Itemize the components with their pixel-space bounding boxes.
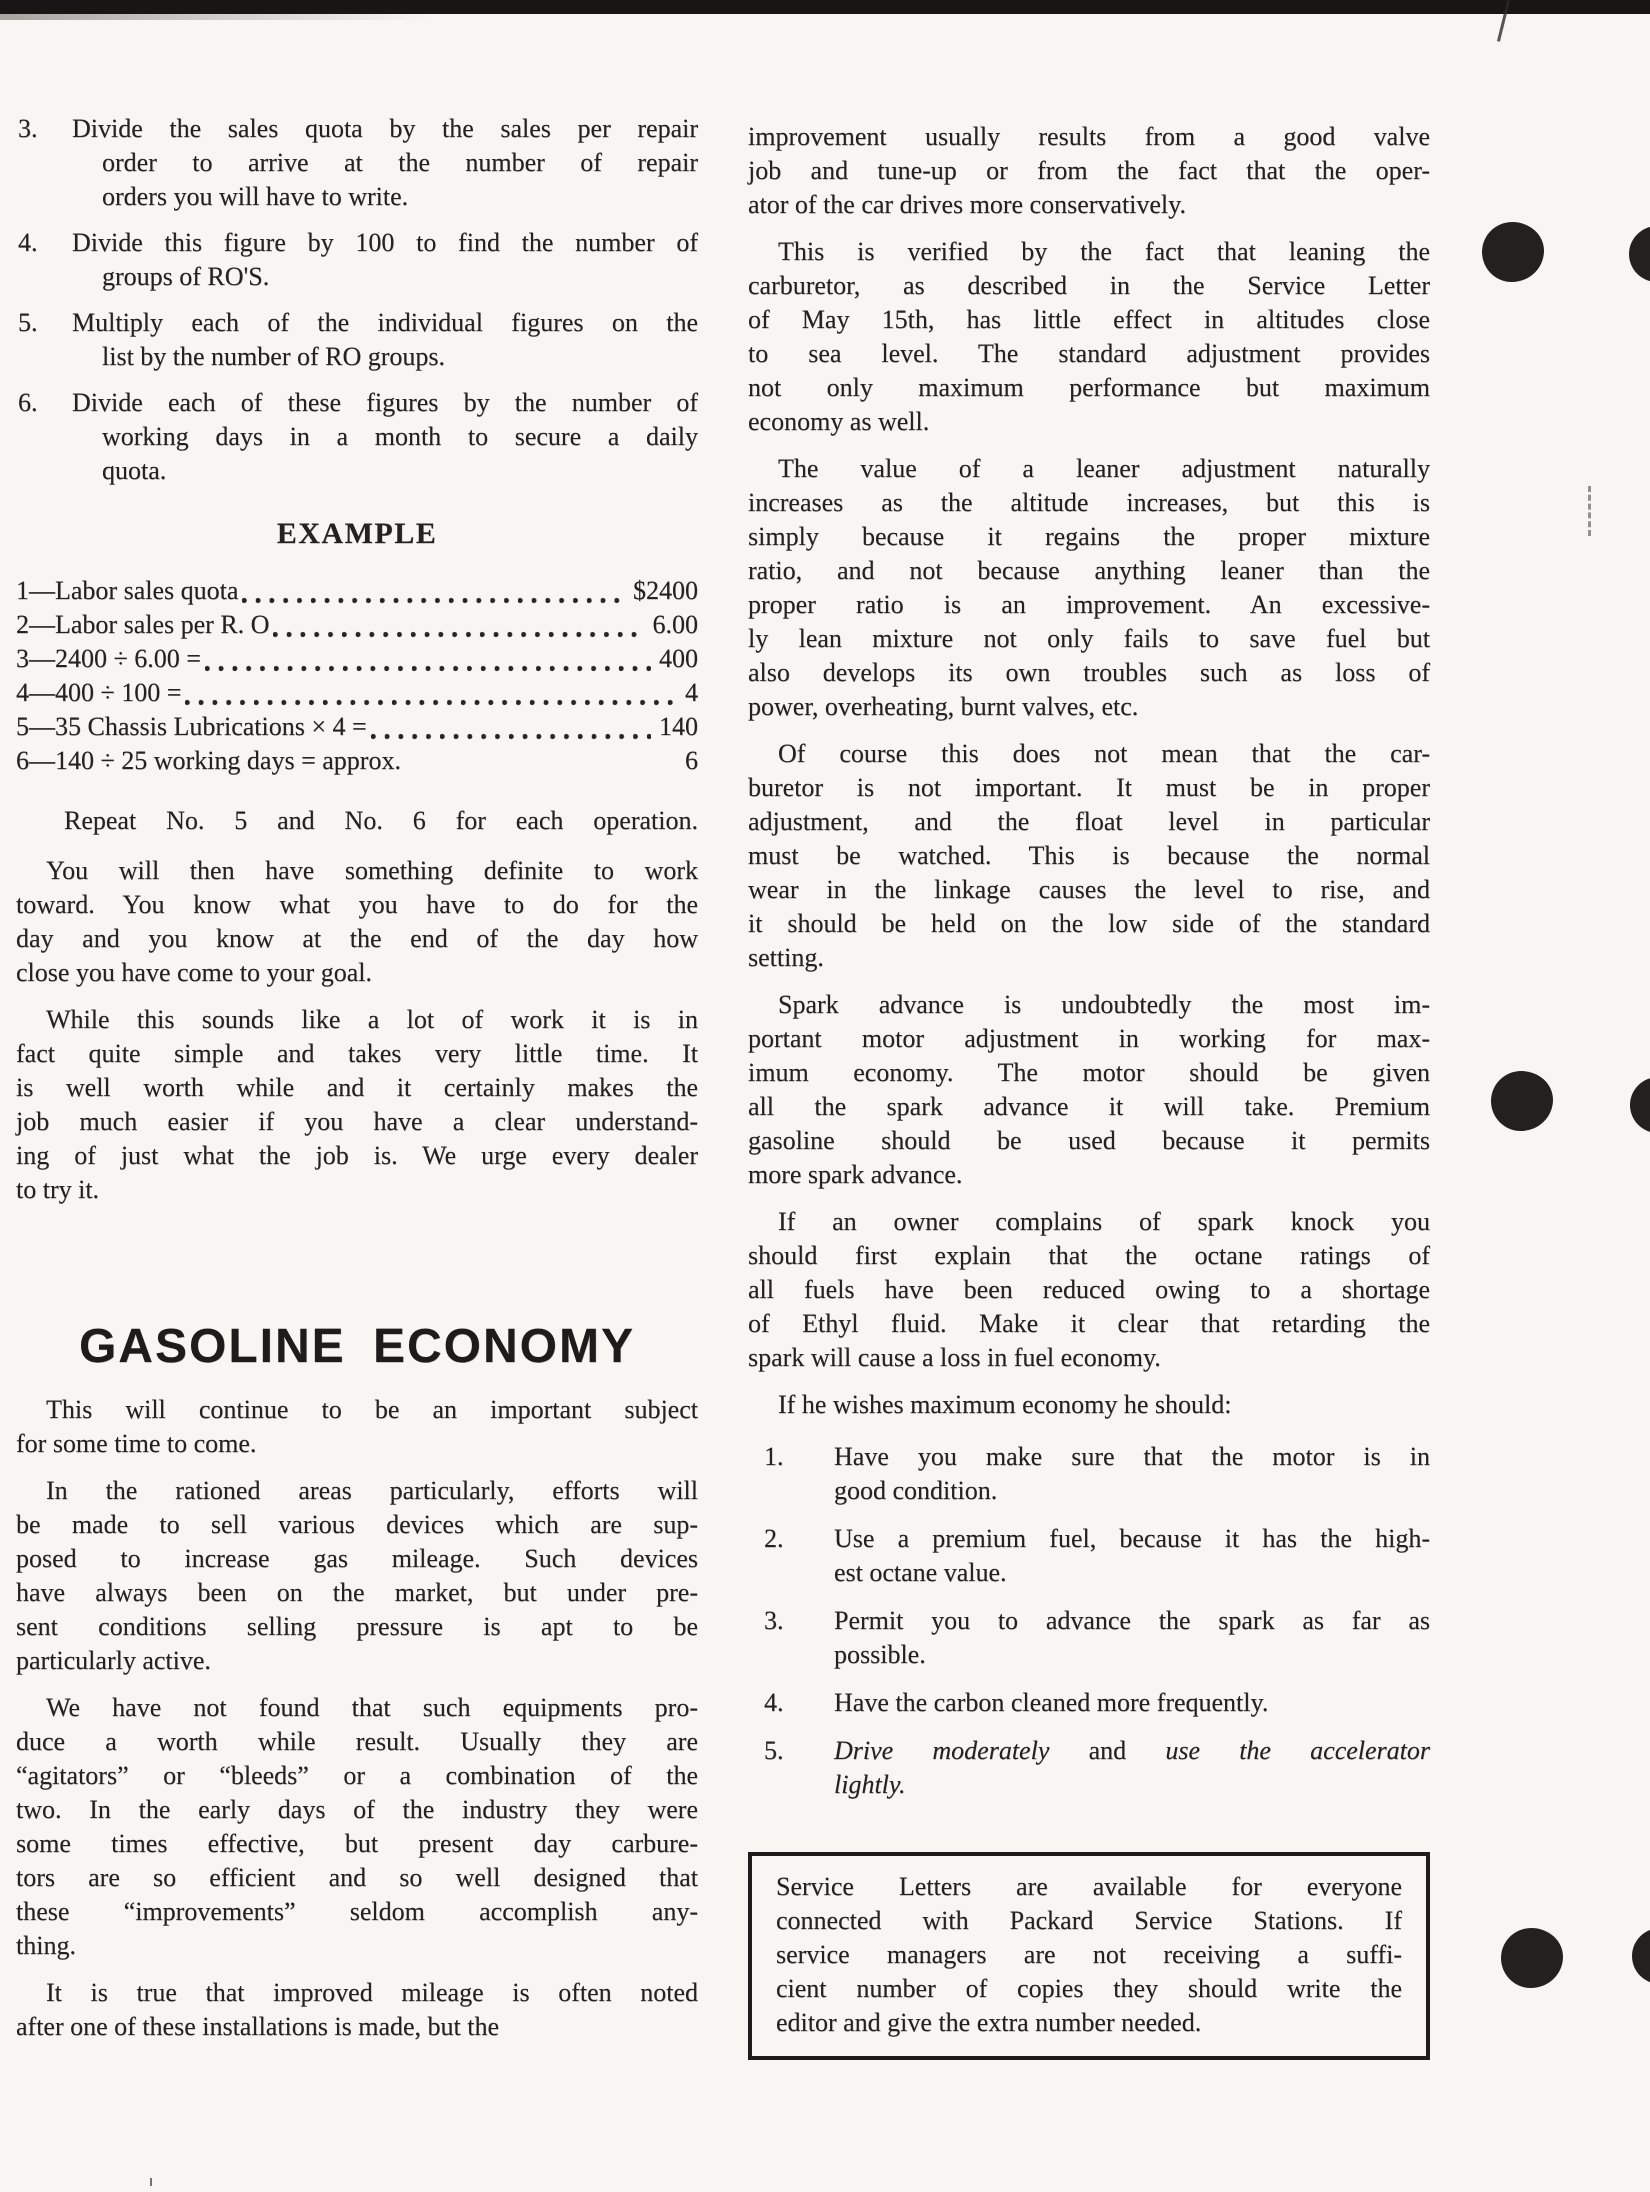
text-line: some times effective, but present day carbure-: [16, 1829, 698, 1858]
text-line: adjustment, and the float level in particular: [748, 807, 1430, 836]
example-value: 4: [685, 678, 698, 707]
item-number: 3.: [764, 1606, 784, 1635]
text-line: While this sounds like a lot of work it is in: [46, 1005, 698, 1034]
text-line: carburetor, as described in the Service Letter: [748, 271, 1430, 300]
item-number: 3.: [18, 114, 38, 143]
text-line: is well worth while and it certainly makes the: [16, 1073, 698, 1102]
text-line: to try it.: [16, 1175, 100, 1204]
text-line: Divide this figure by 100 to find the number of: [72, 228, 698, 257]
example-label: 2—Labor sales per R. O: [16, 610, 270, 639]
hole-punch-dot: [1491, 1071, 1553, 1131]
text-line: orders you will have to write.: [102, 182, 409, 211]
text-line: posed to increase gas mileage. Such devices: [16, 1544, 698, 1573]
italic-text: use the accelerator: [1165, 1736, 1430, 1765]
numbered-item: [16, 112, 698, 214]
text-line: It is true that improved mileage is often noted: [46, 1978, 698, 2007]
text-line: fact quite simple and takes very little time. It: [16, 1039, 698, 1068]
text-line: In the rationed areas particularly, efforts will: [46, 1476, 698, 1505]
example-label: 5—35 Chassis Lubrications × 4 =: [16, 712, 367, 741]
text-line: ratio, and not because anything leaner than the: [748, 556, 1430, 585]
text-line: Service Letters are available for everyone: [776, 1872, 1402, 1901]
item-number: 1.: [764, 1442, 784, 1471]
italic-text: Drive moderately: [834, 1736, 1050, 1765]
text-line: gasoline should be used because it permits: [748, 1126, 1430, 1155]
text-line: Divide each of these figures by the number of: [72, 388, 698, 417]
text-line: order to arrive at the number of repair: [102, 148, 698, 177]
text-line: We have not found that such equipments pro-: [46, 1693, 698, 1722]
paragraph: [16, 1003, 698, 1207]
text-line: toward. You know what you have to do for the: [16, 890, 698, 919]
text-line: be made to sell various devices which are sup-: [16, 1510, 698, 1539]
dot-leader: [405, 766, 677, 775]
example-row: [16, 744, 698, 778]
text-line: If an owner complains of spark knock you: [778, 1207, 1430, 1236]
paragraph: [748, 1205, 1430, 1375]
text-line: wear in the linkage causes the level to rise, and: [748, 875, 1430, 904]
text-line: cient number of copies they should write the: [776, 1974, 1402, 2003]
right-column: [748, 120, 1430, 2060]
example-row: [16, 676, 698, 710]
example-value: 6: [685, 746, 698, 775]
text-line: must be watched. This is because the normal: [748, 841, 1430, 870]
left-paragraph-group: [16, 1393, 698, 2044]
text-line: also develops its own troubles such as loss of: [748, 658, 1430, 687]
text-line: working days in a month to secure a daily: [102, 422, 698, 451]
text-line: buretor is not important. It must be in proper: [748, 773, 1430, 802]
text-line: ator of the car drives more conservatively.: [748, 190, 1186, 219]
list-intro: If he wishes maximum economy he should:: [778, 1390, 1232, 1419]
example-value: 140: [659, 712, 698, 741]
numbered-item: [748, 1604, 1430, 1672]
text-line: connected with Packard Service Stations. If: [776, 1906, 1402, 1935]
text-line: You will then have something definite to work: [46, 856, 698, 885]
text-line: spark will cause a loss in fuel economy.: [748, 1343, 1161, 1372]
text-line: proper ratio is an improvement. An excessive-: [748, 590, 1430, 619]
text-line: list by the number of RO groups.: [102, 342, 446, 371]
text-line: job and tune-up or from the fact that the oper-: [748, 156, 1430, 185]
text-line: power, overheating, burnt valves, etc.: [748, 692, 1139, 721]
paragraph: [16, 1474, 698, 1678]
item-number: 6.: [18, 388, 38, 417]
left-paragraph-group: [16, 854, 698, 1207]
paragraph: [748, 120, 1430, 222]
text-line: more spark advance.: [748, 1160, 963, 1189]
item-number: 2.: [764, 1524, 784, 1553]
text-line: Spark advance is undoubtedly the most im-: [778, 990, 1430, 1019]
italic-text: lightly.: [834, 1770, 906, 1799]
text-line: particularly active.: [16, 1646, 211, 1675]
text-line: improvement usually results from a good valve: [748, 122, 1430, 151]
right-paragraph-group: [748, 120, 1430, 1375]
dot-leader: [185, 698, 677, 707]
example-row: [16, 710, 698, 744]
text-line: [834, 1734, 1430, 1768]
example-value: $2400: [633, 576, 698, 605]
numbered-item: [748, 1686, 1430, 1720]
text-line: tors are so efficient and so well designed that: [16, 1863, 698, 1892]
dot-leader: [273, 630, 644, 639]
hole-punch-dot-edge: [1630, 1077, 1650, 1133]
text-line: simply because it regains the proper mixture: [748, 522, 1430, 551]
item-number: 4.: [764, 1688, 784, 1717]
numbered-item: [16, 226, 698, 294]
example-row: [16, 608, 698, 642]
text-line: thing.: [16, 1931, 76, 1960]
notice-box-text: [776, 1870, 1402, 2040]
paragraph: [748, 235, 1430, 439]
dot-leader: [205, 664, 651, 673]
text-line: est octane value.: [834, 1558, 1007, 1587]
text-line: imum economy. The motor should be given: [748, 1058, 1430, 1087]
paragraph: [748, 452, 1430, 724]
text-line: Have the carbon cleaned more frequently.: [834, 1688, 1269, 1717]
text-line: duce a worth while result. Usually they are: [16, 1727, 698, 1756]
text-line: portant motor adjustment in working for max-: [748, 1024, 1430, 1053]
example-label: 6—140 ÷ 25 working days = approx.: [16, 746, 401, 775]
left-column: [16, 112, 698, 2057]
scan-smudge: [0, 14, 430, 20]
numbered-item: [748, 1734, 1430, 1802]
dot-leader: [371, 732, 651, 741]
text-line: good condition.: [834, 1476, 998, 1505]
right-numbered-list: [748, 1440, 1430, 1802]
item-number: 5.: [18, 308, 38, 337]
text-line: economy as well.: [748, 407, 930, 436]
repeat-note: Repeat No. 5 and No. 6 for each operation.: [64, 806, 698, 835]
text-line: close you have come to your goal.: [16, 958, 372, 987]
text: and: [1049, 1736, 1166, 1765]
text-line: should first explain that the octane ratings of: [748, 1241, 1430, 1270]
hole-punch-dot-edge: [1632, 1928, 1650, 1984]
text-line: setting.: [748, 943, 824, 972]
item-number: 5.: [764, 1736, 784, 1765]
text-line: possible.: [834, 1640, 926, 1669]
scan-artifact: [1588, 486, 1591, 536]
text-line: Multiply each of the individual figures on the: [72, 308, 698, 337]
hole-punch-dot: [1501, 1928, 1563, 1988]
paragraph: [748, 988, 1430, 1192]
text-line: ly lean mixture not only fails to save fuel but: [748, 624, 1430, 653]
text-line: This is verified by the fact that leaning the: [778, 237, 1430, 266]
hole-punch-dot: [1482, 222, 1544, 282]
scan-top-bar: [0, 0, 1650, 14]
numbered-item: [748, 1440, 1430, 1508]
paragraph: [16, 1976, 698, 2044]
example-label: 4—400 ÷ 100 =: [16, 678, 182, 707]
example-heading: EXAMPLE: [276, 517, 438, 550]
scan-artifact: [150, 2178, 152, 2186]
notice-box: [748, 1852, 1430, 2060]
text-line: all fuels have been reduced owing to a shortage: [748, 1275, 1430, 1304]
paragraph: [748, 737, 1430, 975]
text-line: Permit you to advance the spark as far as: [834, 1606, 1430, 1635]
text-line: it should be held on the low side of the standard: [748, 909, 1430, 938]
text-line: of May 15th, has little effect in altitudes close: [748, 305, 1430, 334]
text-line: these “improvements” seldom accomplish any-: [16, 1897, 698, 1926]
paragraph: [16, 1691, 698, 1963]
paragraph: [16, 854, 698, 990]
example-label: 3—2400 ÷ 6.00 =: [16, 644, 201, 673]
text-line: editor and give the extra number needed.: [776, 2008, 1202, 2037]
example-row: [16, 574, 698, 608]
dot-leader: [242, 596, 625, 605]
text-line: The value of a leaner adjustment naturally: [778, 454, 1430, 483]
text-line: not only maximum performance but maximum: [748, 373, 1430, 402]
text-line: job much easier if you have a clear understand-: [16, 1107, 698, 1136]
text-line: to sea level. The standard adjustment provides: [748, 339, 1430, 368]
text-line: sent conditions selling pressure is apt to be: [16, 1612, 698, 1641]
hole-punch-dot-edge: [1629, 226, 1650, 282]
text-line: “agitators” or “bleeds” or a combination of the: [16, 1761, 698, 1790]
text-line: groups of RO'S.: [102, 262, 270, 291]
text-line: quota.: [102, 456, 167, 485]
text-line: Divide the sales quota by the sales per repair: [72, 114, 698, 143]
numbered-item: [16, 306, 698, 374]
example-value: 6.00: [652, 610, 698, 639]
example-table: [16, 574, 698, 778]
example-label: 1—Labor sales quota: [16, 576, 239, 605]
text-line: of Ethyl fluid. Make it clear that retarding the: [748, 1309, 1430, 1338]
example-row: [16, 642, 698, 676]
text-line: have always been on the market, but under pre-: [16, 1578, 698, 1607]
numbered-item: [748, 1522, 1430, 1590]
text-line: for some time to come.: [16, 1429, 257, 1458]
text-line: This will continue to be an important subject: [46, 1395, 698, 1424]
text-line: after one of these installations is made, but the: [16, 2012, 500, 2041]
left-numbered-list: [16, 112, 698, 488]
text-line: service managers are not receiving a suffi-: [776, 1940, 1402, 1969]
paragraph: [16, 1393, 698, 1461]
text-line: Use a premium fuel, because it has the high-: [834, 1524, 1430, 1553]
section-heading: GASOLINE ECONOMY: [78, 1320, 636, 1373]
numbered-item: [16, 386, 698, 488]
item-number: 4.: [18, 228, 38, 257]
example-value: 400: [659, 644, 698, 673]
text-line: Have you make sure that the motor is in: [834, 1442, 1430, 1471]
text-line: Of course this does not mean that the car-: [778, 739, 1430, 768]
text-line: day and you know at the end of the day how: [16, 924, 698, 953]
text-line: ing of just what the job is. We urge every dealer: [16, 1141, 698, 1170]
text-line: [834, 1768, 1430, 1802]
text-line: all the spark advance it will take. Premium: [748, 1092, 1430, 1121]
text-line: two. In the early days of the industry they were: [16, 1795, 698, 1824]
text-line: increases as the altitude increases, but this is: [748, 488, 1430, 517]
